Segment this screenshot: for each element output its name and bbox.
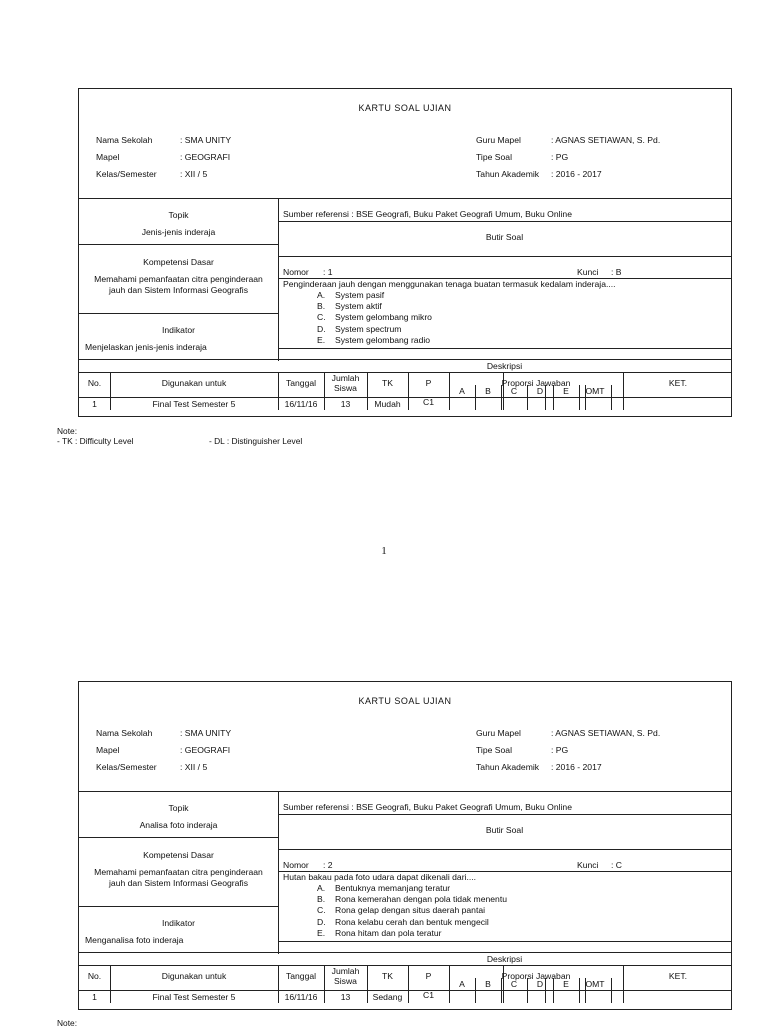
info-value: : AGNAS SETIAWAN, S. Pd. (551, 135, 661, 145)
topik-value: Jenis-jenis inderaja (141, 227, 216, 237)
row-tk: Mudah (374, 399, 401, 409)
note-title: Note: (57, 426, 78, 436)
info-value: : PG (551, 745, 569, 755)
col-tanggal: Tanggal (285, 378, 317, 388)
indikator-label: Indikator (162, 918, 195, 928)
option-text: Rona hitam dan pola teratur (335, 927, 442, 938)
question-text: Penginderaan jauh dengan menggunakan tenaga buatan termasuk kedalam inderaja.... (283, 279, 616, 289)
sumber-referensi: Sumber referensi : BSE Geografi, Buku Paket Geografi Umum, Buku Online (283, 802, 572, 812)
option-letter: B. (317, 301, 326, 312)
option-text: System pasif (335, 290, 385, 300)
kunci-label: Kunci (577, 267, 599, 277)
info-value: : 2016 - 2017 (551, 762, 602, 772)
kunci-value: : B (611, 267, 622, 277)
exam-card (78, 88, 732, 417)
info-label: Kelas/Semester (96, 762, 157, 772)
info-label: Mapel (96, 152, 120, 162)
row-digunakan: Final Test Semester 5 (152, 399, 236, 409)
topik-label: Topik (168, 210, 189, 220)
indikator-label: Indikator (162, 325, 195, 335)
info-label: Tipe Soal (476, 745, 512, 755)
kd-line1: Memahami pemanfaatan citra penginderaan (94, 867, 263, 877)
indikator-value: Menganalisa foto inderaja (85, 935, 184, 945)
note-dl: - DL : Distinguisher Level (209, 436, 303, 446)
question-text: Hutan bakau pada foto udara dapat dikenali dari.... (283, 872, 477, 882)
note-block (57, 426, 303, 446)
option-letter: D. (317, 916, 326, 927)
kd-line2: jauh dan Sistem Informasi Geografis (109, 285, 248, 295)
col-no: No. (87, 378, 102, 388)
exam-card (78, 681, 732, 1010)
col-no: No. (87, 971, 102, 981)
nomor-label: Nomor (283, 267, 309, 277)
info-value: : GEOGRAFI (180, 745, 231, 755)
info-label: Kelas/Semester (96, 169, 157, 179)
kd-line1: Memahami pemanfaatan citra penginderaan (94, 274, 263, 284)
col-tk: TK (382, 378, 393, 388)
nomor-label: Nomor (283, 860, 309, 870)
option-letter: E. (317, 334, 326, 345)
col-digunakan: Digunakan untuk (161, 378, 227, 388)
kunci-value: : C (611, 860, 622, 870)
option-letter: D. (317, 323, 326, 334)
col-p: P (425, 971, 432, 981)
card-header (79, 89, 731, 199)
info-label: Nama Sekolah (96, 135, 153, 145)
col-proporsi: Proporsi Jawaban (501, 971, 571, 981)
sumber-referensi: Sumber referensi : BSE Geografi, Buku Paket Geografi Umum, Buku Online (283, 209, 572, 219)
option-letter: C. (317, 905, 326, 916)
info-value: : AGNAS SETIAWAN, S. Pd. (551, 728, 661, 738)
prop-col: B (485, 979, 491, 989)
prop-col: E (563, 386, 569, 396)
row-no: 1 (92, 399, 97, 409)
left-column (79, 199, 279, 361)
topik-value: Analisa foto inderaja (139, 820, 218, 830)
col-ket: KET. (668, 378, 688, 388)
option-letter: E. (317, 927, 326, 938)
butir-soal-label: Butir Soal (485, 825, 524, 835)
prop-col: OMT (585, 979, 605, 989)
kd-line2: jauh dan Sistem Informasi Geografis (109, 878, 248, 888)
topik-label: Topik (168, 803, 189, 813)
row-no: 1 (92, 992, 97, 1002)
info-label: Guru Mapel (476, 728, 521, 738)
info-label: Tipe Soal (476, 152, 512, 162)
nomor-value: : 2 (323, 860, 333, 870)
option-letter: A. (317, 290, 326, 300)
col-digunakan: Digunakan untuk (161, 971, 227, 981)
col-jumlah: Jumlah Siswa (331, 373, 360, 393)
info-value: : XII / 5 (180, 169, 208, 179)
option-text: System gelombang mikro (335, 312, 432, 323)
prop-col: A (459, 386, 465, 396)
info-value: : XII / 5 (180, 762, 208, 772)
option-letter: C. (317, 312, 326, 323)
prop-col: A (459, 979, 465, 989)
prop-col: C (510, 979, 518, 989)
kd-label: Kompetensi Dasar (143, 850, 214, 860)
row-jumlah: 13 (340, 992, 351, 1002)
row-p: C1 (423, 990, 434, 1000)
row-p: C1 (423, 397, 434, 407)
info-label: Nama Sekolah (96, 728, 153, 738)
option-text: Rona gelap dengan situs daerah pantai (335, 905, 486, 916)
row-digunakan: Final Test Semester 5 (152, 992, 236, 1002)
row-jumlah: 13 (340, 399, 351, 409)
info-label: Tahun Akademik (476, 169, 540, 179)
info-value: : GEOGRAFI (180, 152, 231, 162)
row-tanggal: 16/11/16 (284, 399, 318, 409)
card-title: KARTU SOAL UJIAN (358, 696, 452, 706)
col-tk: TK (382, 971, 393, 981)
indikator-value: Menjelaskan jenis-jenis inderaja (85, 342, 207, 352)
option-text: Bentuknya memanjang teratur (335, 883, 451, 893)
option-text: Rona kemerahan dengan pola tidak menentu (335, 894, 507, 905)
card-title: KARTU SOAL UJIAN (358, 103, 452, 113)
option-text: System spectrum (335, 323, 402, 334)
info-value: : 2016 - 2017 (551, 169, 602, 179)
option-letter: B. (317, 894, 326, 905)
info-value: : SMA UNITY (180, 135, 232, 145)
info-label: Tahun Akademik (476, 762, 540, 772)
col-p: P (425, 378, 432, 388)
info-value: : SMA UNITY (180, 728, 232, 738)
left-column (79, 792, 279, 954)
prop-col: D (536, 386, 544, 396)
note-tk: - TK : Difficulty Level (57, 436, 134, 446)
kd-label: Kompetensi Dasar (143, 257, 214, 267)
card-header (79, 682, 731, 792)
deskripsi-label: Deskripsi (486, 954, 523, 964)
info-label: Guru Mapel (476, 135, 521, 145)
deskripsi-label: Deskripsi (486, 361, 523, 371)
col-tanggal: Tanggal (285, 971, 317, 981)
prop-col: E (563, 979, 569, 989)
prop-col: D (536, 979, 544, 989)
prop-col: OMT (585, 386, 605, 396)
prop-col: B (485, 386, 491, 396)
option-text: System gelombang radio (335, 334, 431, 345)
option-text: System aktif (335, 301, 382, 312)
butir-soal-label: Butir Soal (485, 232, 524, 242)
row-tk: Sedang (372, 992, 403, 1002)
kunci-label: Kunci (577, 860, 599, 870)
info-value: : PG (551, 152, 569, 162)
col-ket: KET. (668, 971, 688, 981)
option-text: Rona kelabu cerah dan bentuk mengecil (335, 916, 489, 927)
row-tanggal: 16/11/16 (284, 992, 318, 1002)
col-proporsi: Proporsi Jawaban (501, 378, 571, 388)
note-title-2: Note: (57, 1018, 78, 1028)
nomor-value: : 1 (323, 267, 333, 277)
info-label: Mapel (96, 745, 120, 755)
page-number: 1 (381, 545, 387, 557)
option-letter: A. (317, 883, 326, 893)
prop-col: C (510, 386, 518, 396)
col-jumlah: Jumlah Siswa (331, 966, 360, 986)
